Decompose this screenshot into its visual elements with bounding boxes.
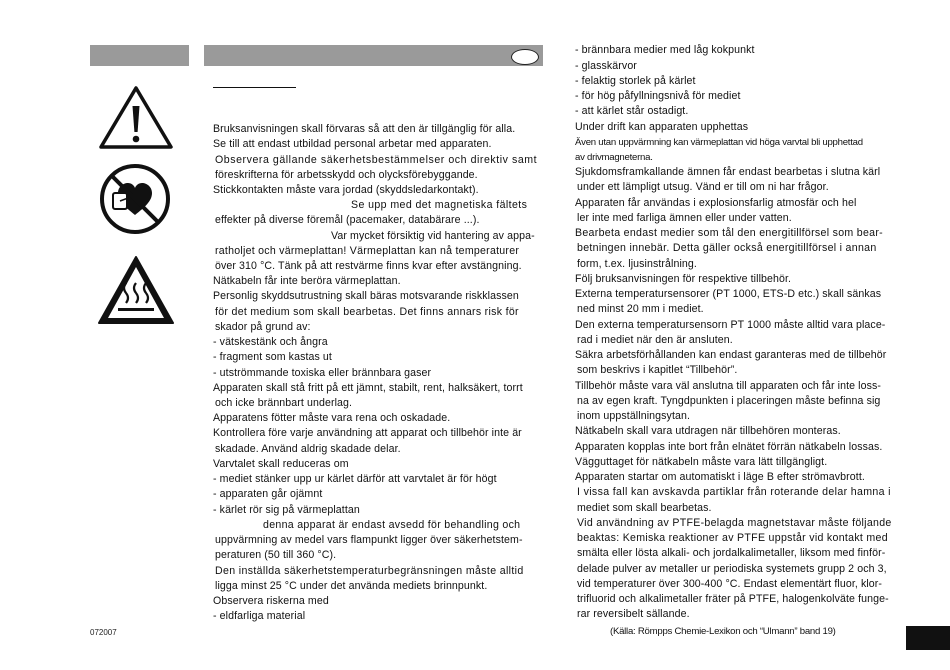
text-line: Vägguttaget för nätkabeln måste vara lätt tillgängligt. [575, 456, 828, 468]
section-header-bar [204, 45, 543, 66]
text-line: Även utan uppvärmning kan värmeplattan vid höga varvtal bli upphettad [575, 137, 863, 148]
text-line: och icke brännbart underlag. [215, 397, 353, 409]
section-tab-marker [90, 45, 189, 66]
text-line: - mediet stänker upp ur kärlet därför att varvtalet är för högt [213, 473, 497, 485]
text-line: Under drift kan apparaten upphettas [575, 121, 749, 133]
text-line: - brännbara medier med låg kokpunkt [575, 44, 755, 56]
text-line: form, t.ex. ljusinstrålning. [577, 258, 697, 270]
text-line: Se upp med det magnetiska fältets [351, 199, 528, 211]
text-line: som beskrivs i kapitlet “Tillbehör”. [577, 364, 738, 376]
text-line: Apparaten startar om automatiskt i läge B efter strömavbrott. [575, 471, 865, 483]
text-line: Tillbehör måste vara väl anslutna till apparaten och får inte loss- [575, 380, 882, 392]
language-oval-badge [511, 49, 539, 65]
text-line: ligga minst 25 °C under det använda mediets brinnpunkt. [215, 580, 488, 592]
text-line: Bearbeta endast medier som tål den energitillförsel som bear- [575, 227, 884, 239]
text-line: effekter på diverse föremål (pacemaker, databärare ...). [215, 214, 480, 226]
text-line: Observera riskerna med [213, 595, 329, 607]
source-citation: (Källa: Römpps Chemie-Lexikon och “Ulmann” band 19) [610, 626, 836, 637]
text-line: uppvärmning av medel vars flampunkt ligger över säkerhetstem- [215, 534, 523, 546]
text-line: Varvtalet skall reduceras om [213, 458, 349, 470]
text-line: ned minst 20 mm i mediet. [577, 303, 704, 315]
text-line: Apparaten får användas i explosionsfarlig atmosfär och hel [575, 197, 857, 209]
text-line: - eldfarliga material [213, 610, 306, 622]
text-line: - apparaten går ojämnt [213, 488, 323, 500]
text-line: ratholjet och värmeplattan! Värmeplattan kan nå temperaturer [215, 245, 520, 257]
text-line: Följ bruksanvisningen för respektive tillbehör. [575, 273, 792, 285]
text-line: Externa temperatursensorer (PT 1000, ETS-D etc.) skall sänkas [575, 288, 882, 300]
text-line: denna apparat är endast avsedd för behandling och [263, 519, 521, 531]
text-line: - att kärlet står ostadigt. [575, 105, 689, 117]
general-warning-icon [98, 84, 174, 150]
text-line: föreskrifterna för arbetsskydd och olycksförebyggande. [215, 169, 478, 181]
text-line: Sjukdomsframkallande ämnen får endast bearbetas i slutna kärl [575, 166, 881, 178]
text-line: - för hög påfyllningsnivå för mediet [575, 90, 741, 102]
text-line: skador på grund av: [215, 321, 311, 333]
text-line: smälta eller lösta alkali- och jordalkalimetaller, liksom med finför- [577, 547, 886, 559]
text-line: I vissa fall kan avskavda partiklar från roterande delar hamna i [577, 486, 891, 498]
text-line: rad i mediet när den är ansluten. [577, 334, 733, 346]
text-line: - glasskärvor [575, 60, 637, 72]
text-line: - felaktig storlek på kärlet [575, 75, 696, 87]
text-line: Kontrollera före varje användning att apparat och tillbehör inte är [213, 427, 522, 439]
page-edge-tab [906, 626, 950, 650]
text-line: - utströmmande toxiska eller brännbara gaser [213, 367, 432, 379]
text-line: Den externa temperatursensorn PT 1000 måste alltid vara place- [575, 319, 886, 331]
text-line: na av egen kraft. Tyngdpunkten i placeringen måste befinna sig [577, 395, 881, 407]
text-line: över 310 °C. Tänk på att restvärme finns kvar efter avstängning. [215, 260, 522, 272]
text-line: Vid användning av PTFE-belagda magnetstavar måste följande [577, 517, 892, 529]
text-line: - fragment som kastas ut [213, 351, 332, 363]
text-line: beaktas: Kemiska reaktioner av PTFE uppstår vid kontakt med [577, 532, 888, 544]
text-line: Nätkabeln skall vara utdragen när tillbehören monteras. [575, 425, 841, 437]
text-line: Personlig skyddsutrustning skall bäras motsvarande riskklassen [213, 290, 519, 302]
text-line: ler inte med farliga ämnen eller under vatten. [577, 212, 792, 224]
text-line: Apparatens fötter måste vara rena och oskadade. [213, 412, 451, 424]
text-line: Den inställda säkerhetstemperaturbegränsningen måste alltid [215, 565, 524, 577]
text-line: Apparaten kopplas inte bort från elnätet förrän nätkabeln lossas. [575, 441, 883, 453]
text-line: rar reversibelt sällande. [577, 608, 690, 620]
text-line: - kärlet rör sig på värmeplattan [213, 504, 360, 516]
text-line: Nätkabeln får inte beröra värmeplattan. [213, 275, 401, 287]
text-line: Var mycket försiktig vid hantering av appa- [331, 230, 535, 242]
text-line: mediet som skall bearbetas. [577, 502, 712, 514]
text-line: trifluorid och alkalimetaller fräter på PTFE, halogenkolväte funge- [577, 593, 889, 605]
text-line: av drivmagneterna. [575, 152, 653, 163]
text-line: Stickkontakten måste vara jordad (skyddsledarkontakt). [213, 184, 479, 196]
hot-surface-warning-icon [96, 253, 176, 327]
page-code: 072007 [90, 628, 117, 637]
text-line: - vätskestänk och ångra [213, 336, 328, 348]
text-line: peraturen (50 till 360 °C). [215, 549, 337, 561]
no-pacemaker-icon [99, 163, 171, 235]
heading-underline [213, 87, 296, 88]
text-line: vid temperaturer över 300-400 °C. Endast elementärt fluor, klor- [577, 578, 883, 590]
text-line: betningen innebär. Detta gäller också energitillförsel i annan [577, 242, 877, 254]
text-line: under ett lämpligt utsug. Vänd er till om ni har frågor. [577, 181, 829, 193]
text-line: skadade. Använd aldrig skadade delar. [215, 443, 401, 455]
text-line: Se till att endast utbildad personal arbetar med apparaten. [213, 138, 492, 150]
text-line: inom uppställningsytan. [577, 410, 691, 422]
text-line: Bruksanvisningen skall förvaras så att den är tillgänglig för alla. [213, 123, 516, 135]
text-line: Observera gällande säkerhetsbestämmelser och direktiv samt [215, 154, 538, 166]
text-line: för det medium som skall bearbetas. Det finns annars risk för [215, 306, 519, 318]
text-line: Apparaten skall stå fritt på ett jämnt, stabilt, rent, halksäkert, torrt [213, 382, 523, 394]
text-line: delade pulver av metaller ur periodiska systemets grupp 2 och 3, [577, 563, 887, 575]
text-line: Säkra arbetsförhållanden kan endast garanteras med de tillbehör [575, 349, 887, 361]
